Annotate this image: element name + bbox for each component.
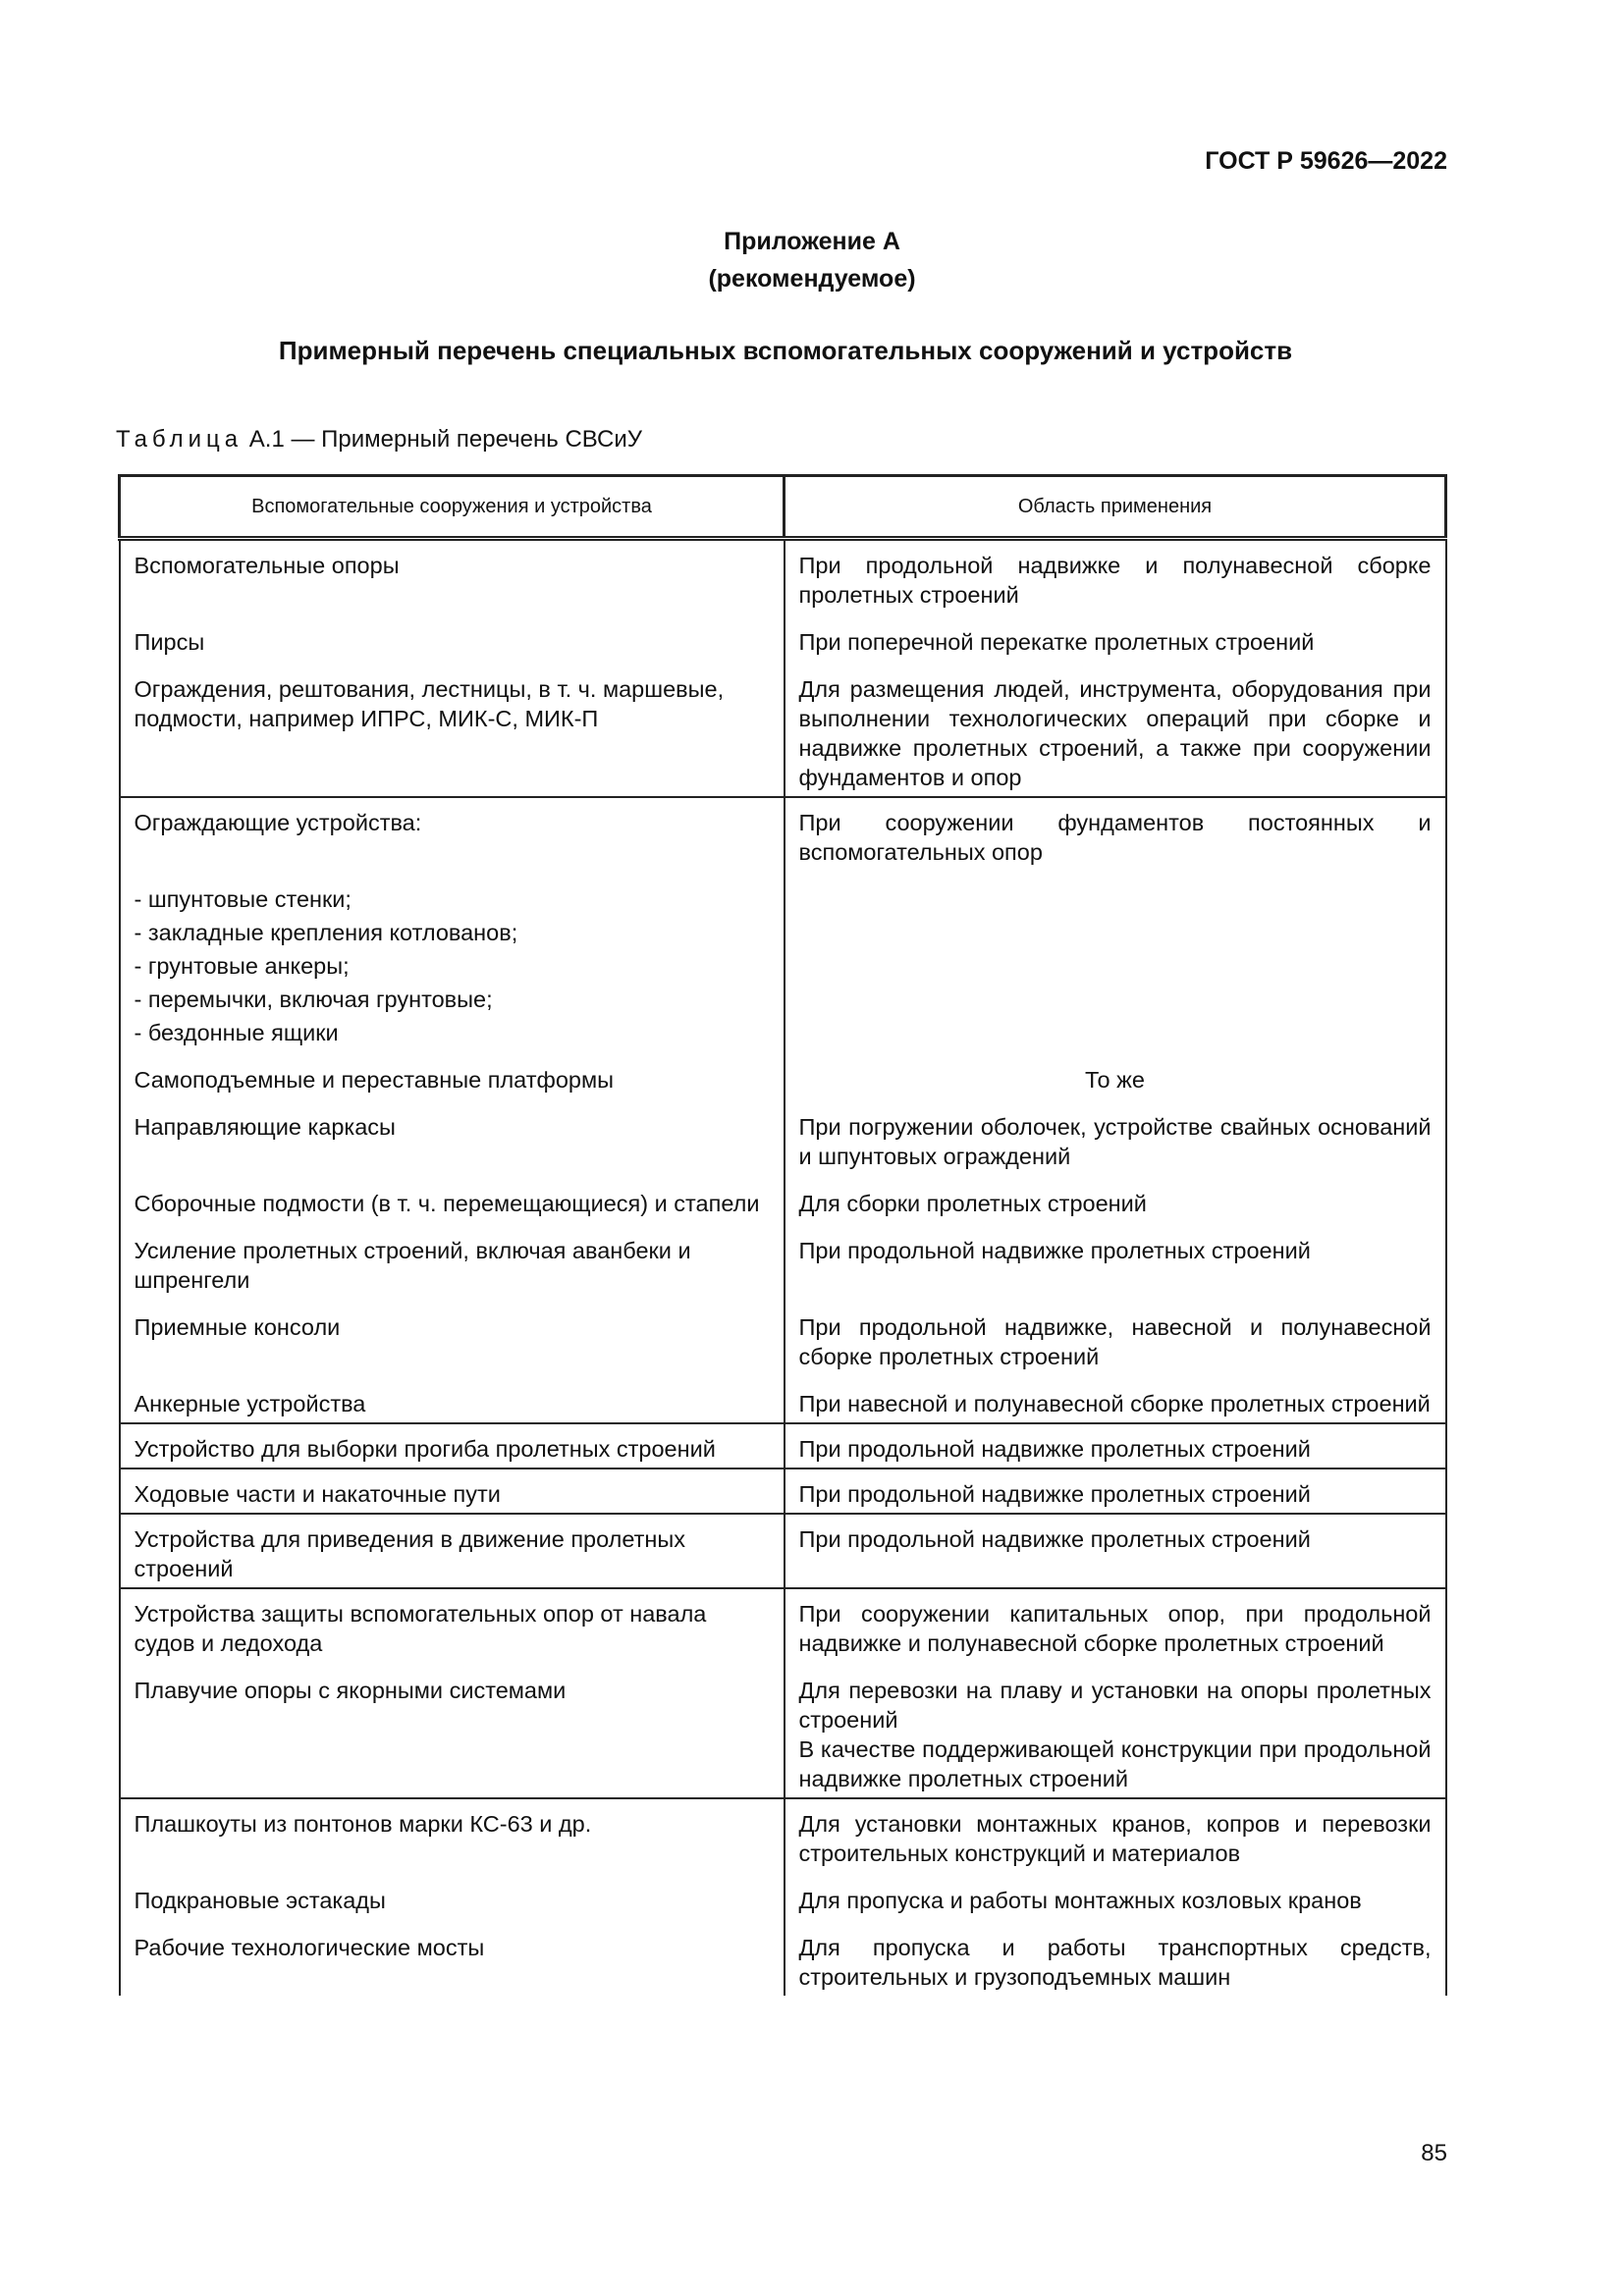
table-caption-label: Таблица <box>116 426 244 453</box>
table-cell-application: При погружении оболочек, устройстве свайных оснований и шпунтовых ограждений <box>785 1098 1446 1175</box>
table-row <box>120 1468 1446 1514</box>
table-cell-structure: - закладные крепления котлованов; <box>120 918 785 951</box>
table-row <box>120 951 1446 985</box>
table-row <box>120 614 1446 661</box>
table-cell-application: Для сборки пролетных строений <box>785 1175 1446 1222</box>
section-title: Примерный перечень специальных вспомогательных сооружений и устройств <box>278 336 1293 365</box>
table-caption <box>116 426 642 454</box>
table-row <box>120 1222 1446 1299</box>
table-row <box>120 1872 1446 1919</box>
table-row <box>120 797 1446 871</box>
table-cell-application: При сооружении капитальных опор, при продольной надвижке и полунавесной сборке пролетных строений <box>785 1588 1446 1662</box>
page-number: 85 <box>1421 2140 1447 2166</box>
table-cell-application <box>785 985 1446 1018</box>
table-cell-structure: Усиление пролетных строений, включая аванбеки и шпренгели <box>120 1222 785 1299</box>
table-row <box>120 1299 1446 1375</box>
table-row <box>120 661 1446 797</box>
column-header-application: Область применения <box>785 476 1446 539</box>
table-row <box>120 1919 1446 1996</box>
table-cell-structure: Направляющие каркасы <box>120 1098 785 1175</box>
table-row <box>120 1018 1446 1051</box>
column-header-structures: Вспомогательные сооружения и устройства <box>120 476 785 539</box>
table-cell-structure: Устройства для приведения в движение пролетных строений <box>120 1514 785 1588</box>
table-cell-structure: Ограждения, рештования, лестницы, в т. ч. маршевые, подмости, например ИПРС, МИК-С, МИК-П <box>120 661 785 797</box>
table-cell-application: При продольной надвижке, навесной и полунавесной сборке пролетных строений <box>785 1299 1446 1375</box>
table-cell-application: При навесной и полунавесной сборке пролетных строений <box>785 1375 1446 1423</box>
table-cell-structure: Вспомогательные опоры <box>120 539 785 614</box>
application-line: В качестве поддерживающей конструкции при продольной надвижке пролетных строений <box>798 1736 1432 1791</box>
table-cell-application <box>785 1662 1446 1798</box>
table-row <box>120 1175 1446 1222</box>
table-cell-application: При поперечной перекатке пролетных строений <box>785 614 1446 661</box>
table-row <box>120 985 1446 1018</box>
table-row <box>120 1588 1446 1662</box>
table-row <box>120 918 1446 951</box>
table-cell-structure: Ограждающие устройства: <box>120 797 785 871</box>
table-row <box>120 1051 1446 1098</box>
table-cell-structure: Подкрановые эстакады <box>120 1872 785 1919</box>
table-row <box>120 1375 1446 1423</box>
table-cell-application: Для размещения людей, инструмента, оборудования при выполнении технологических операций при сборке и надвижке пролетных строений, а также при сооружении фундаментов и опор <box>785 661 1446 797</box>
table-row <box>120 1798 1446 1872</box>
table-caption-text: А.1 — Примерный перечень СВСиУ <box>248 426 642 453</box>
svsiu-table <box>118 474 1447 1996</box>
table-row <box>120 539 1446 614</box>
table-cell-structure: - бездонные ящики <box>120 1018 785 1051</box>
table-cell-structure: Анкерные устройства <box>120 1375 785 1423</box>
table-cell-structure: - перемычки, включая грунтовые; <box>120 985 785 1018</box>
table-cell-structure: Устройство для выборки прогиба пролетных строений <box>120 1423 785 1468</box>
table-cell-application: При продольной надвижке пролетных строений <box>785 1222 1446 1299</box>
table-cell-structure: Сборочные подмости (в т. ч. перемещающиеся) и стапели <box>120 1175 785 1222</box>
table-cell-application: При продольной надвижке и полунавесной сборке пролетных строений <box>785 539 1446 614</box>
table-row <box>120 871 1446 918</box>
table-cell-structure: Ходовые части и накаточные пути <box>120 1468 785 1514</box>
table-cell-application <box>785 871 1446 918</box>
table-cell-structure: Пирсы <box>120 614 785 661</box>
table-cell-application <box>785 918 1446 951</box>
table-cell-application: При продольной надвижке пролетных строений <box>785 1514 1446 1588</box>
table-cell-application: При сооружении фундаментов постоянных и вспомогательных опор <box>785 797 1446 871</box>
table-cell-structure: Приемные консоли <box>120 1299 785 1375</box>
table-cell-structure: Рабочие технологические мосты <box>120 1919 785 1996</box>
document-code: ГОСТ Р 59626—2022 <box>1205 147 1447 175</box>
table-cell-application: При продольной надвижке пролетных строений <box>785 1423 1446 1468</box>
table-row <box>120 1662 1446 1798</box>
table-cell-application: То же <box>785 1051 1446 1098</box>
table-cell-structure: - шпунтовые стенки; <box>120 871 785 918</box>
table-cell-application: Для пропуска и работы транспортных средств, строительных и грузоподъемных машин <box>785 1919 1446 1996</box>
appendix-title: Приложение А <box>724 228 900 255</box>
appendix-subtitle: (рекомендуемое) <box>708 265 916 293</box>
table-cell-structure: Устройства защиты вспомогательных опор от навала судов и ледохода <box>120 1588 785 1662</box>
table-cell-application <box>785 951 1446 985</box>
table-cell-structure: - грунтовые анкеры; <box>120 951 785 985</box>
table-row <box>120 1098 1446 1175</box>
table-cell-application: Для установки монтажных кранов, копров и перевозки строительных конструкций и материалов <box>785 1798 1446 1872</box>
table-cell-structure: Самоподъемные и переставные платформы <box>120 1051 785 1098</box>
table-cell-structure: Плашкоуты из понтонов марки КС-63 и др. <box>120 1798 785 1872</box>
application-line: Для перевозки на плаву и установки на опоры пролетных строений <box>798 1678 1432 1733</box>
table-cell-structure: Плавучие опоры с якорными системами <box>120 1662 785 1798</box>
table-row <box>120 1423 1446 1468</box>
table-row <box>120 1514 1446 1588</box>
table-header-row <box>120 476 1446 539</box>
table-cell-application: При продольной надвижке пролетных строений <box>785 1468 1446 1514</box>
table-cell-application: Для пропуска и работы монтажных козловых кранов <box>785 1872 1446 1919</box>
table-cell-application <box>785 1018 1446 1051</box>
